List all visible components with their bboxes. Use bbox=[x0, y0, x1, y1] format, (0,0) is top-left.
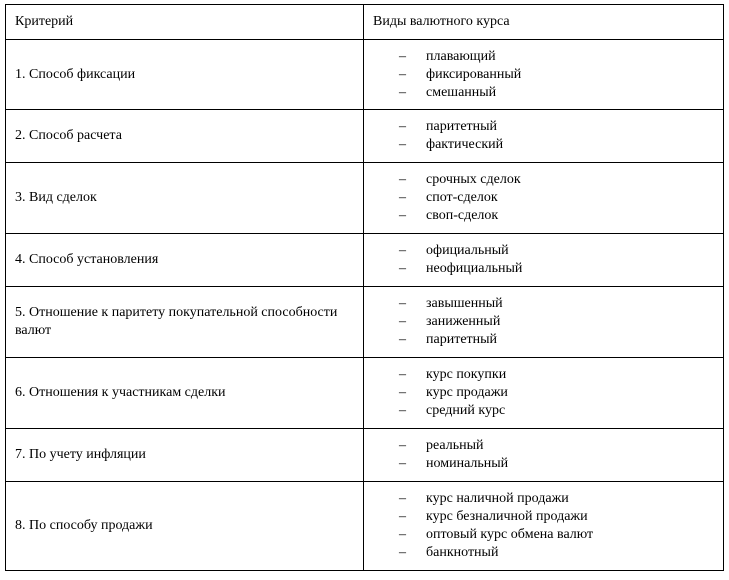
rate-type-label: фактический bbox=[426, 137, 504, 152]
dash-marker: – bbox=[399, 509, 406, 524]
list-item bbox=[364, 366, 723, 384]
dash-marker: – bbox=[399, 84, 406, 100]
rate-type-label: средний курс bbox=[426, 403, 506, 418]
list-item bbox=[364, 48, 723, 66]
criterion-cell: 4. Способ установления bbox=[6, 234, 364, 287]
rate-type-label: курс наличной продажи bbox=[426, 491, 569, 506]
currency-rate-criteria-table bbox=[5, 4, 724, 571]
dash-marker: – bbox=[399, 137, 406, 152]
rate-types-list bbox=[364, 171, 723, 225]
table-row bbox=[6, 163, 724, 234]
rate-types-list bbox=[364, 366, 723, 420]
rate-type-label: оптовый курс обмена валют bbox=[426, 527, 594, 542]
rate-type-label: заниженный bbox=[426, 314, 501, 329]
dash-marker: – bbox=[399, 403, 406, 418]
list-item bbox=[364, 260, 723, 278]
criterion-cell: 2. Способ расчета bbox=[6, 110, 364, 163]
list-item bbox=[364, 402, 723, 420]
list-item bbox=[364, 455, 723, 473]
list-item bbox=[364, 295, 723, 313]
table-row bbox=[6, 287, 724, 358]
list-item bbox=[364, 66, 723, 84]
rate-type-label: плавающий bbox=[426, 48, 496, 64]
dash-marker: – bbox=[399, 545, 406, 560]
list-item bbox=[364, 437, 723, 455]
list-item bbox=[364, 508, 723, 526]
rate-types-cell bbox=[364, 234, 724, 287]
rate-type-label: официальный bbox=[426, 243, 509, 258]
list-item bbox=[364, 544, 723, 562]
list-item bbox=[364, 171, 723, 189]
rate-type-label: курс продажи bbox=[426, 385, 508, 400]
rate-type-label: курс безналичной продажи bbox=[426, 509, 588, 524]
table-header-row bbox=[6, 5, 724, 40]
column-header-criterion: Критерий bbox=[6, 5, 364, 40]
criterion-cell: 3. Вид сделок bbox=[6, 163, 364, 234]
criterion-cell: 1. Способ фиксации bbox=[6, 40, 364, 110]
rate-type-label: неофициальный bbox=[426, 261, 523, 276]
rate-types-list bbox=[364, 118, 723, 154]
rate-types-cell bbox=[364, 163, 724, 234]
criterion-cell: 8. По способу продажи bbox=[6, 482, 364, 571]
rate-types-cell bbox=[364, 287, 724, 358]
dash-marker: – bbox=[399, 367, 406, 382]
rate-type-label: завышенный bbox=[426, 296, 503, 311]
table-row bbox=[6, 429, 724, 482]
rate-types-cell bbox=[364, 110, 724, 163]
column-header-rate-types: Виды валютного курса bbox=[364, 5, 724, 40]
criterion-cell: 6. Отношения к участникам сделки bbox=[6, 358, 364, 429]
criterion-cell: 5. Отношение к паритету покупательной способности валют bbox=[6, 287, 364, 358]
rate-type-label: паритетный bbox=[426, 332, 498, 347]
dash-marker: – bbox=[399, 438, 406, 453]
table-row bbox=[6, 358, 724, 429]
rate-type-label: паритетный bbox=[426, 119, 498, 134]
rate-type-label: своп-сделок bbox=[426, 208, 499, 223]
list-item bbox=[364, 118, 723, 136]
list-item bbox=[364, 84, 723, 102]
table-row bbox=[6, 110, 724, 163]
dash-marker: – bbox=[399, 456, 406, 471]
dash-marker: – bbox=[399, 48, 406, 64]
rate-type-label: фиксированный bbox=[426, 66, 522, 82]
dash-marker: – bbox=[399, 527, 406, 542]
rate-type-label: курс покупки bbox=[426, 367, 507, 382]
rate-types-cell bbox=[364, 40, 724, 110]
list-item bbox=[364, 242, 723, 260]
rate-types-list bbox=[364, 437, 723, 473]
dash-marker: – bbox=[399, 243, 406, 258]
list-item bbox=[364, 136, 723, 154]
table-row bbox=[6, 234, 724, 287]
rate-type-label: номинальный bbox=[426, 456, 509, 471]
rate-type-label: срочных сделок bbox=[426, 172, 521, 187]
list-item bbox=[364, 384, 723, 402]
rate-types-cell bbox=[364, 429, 724, 482]
rate-types-list bbox=[364, 490, 723, 562]
dash-marker: – bbox=[399, 296, 406, 311]
dash-marker: – bbox=[399, 190, 406, 205]
dash-marker: – bbox=[399, 66, 406, 82]
list-item bbox=[364, 313, 723, 331]
list-item bbox=[364, 490, 723, 508]
rate-types-list bbox=[364, 48, 723, 102]
list-item bbox=[364, 331, 723, 349]
rate-type-label: смешанный bbox=[426, 84, 497, 100]
dash-marker: – bbox=[399, 172, 406, 187]
dash-marker: – bbox=[399, 491, 406, 506]
dash-marker: – bbox=[399, 314, 406, 329]
dash-marker: – bbox=[399, 208, 406, 223]
dash-marker: – bbox=[399, 119, 406, 134]
list-item bbox=[364, 189, 723, 207]
rate-types-list bbox=[364, 242, 723, 278]
rate-types-cell bbox=[364, 482, 724, 571]
criterion-cell: 7. По учету инфляции bbox=[6, 429, 364, 482]
rate-type-label: спот-сделок bbox=[426, 190, 498, 205]
rate-types-list bbox=[364, 295, 723, 349]
table-row bbox=[6, 40, 724, 110]
table-row bbox=[6, 482, 724, 571]
rate-type-label: банкнотный bbox=[426, 545, 499, 560]
dash-marker: – bbox=[399, 261, 406, 276]
dash-marker: – bbox=[399, 385, 406, 400]
list-item bbox=[364, 526, 723, 544]
list-item bbox=[364, 207, 723, 225]
dash-marker: – bbox=[399, 332, 406, 347]
rate-types-cell bbox=[364, 358, 724, 429]
rate-type-label: реальный bbox=[426, 438, 484, 453]
